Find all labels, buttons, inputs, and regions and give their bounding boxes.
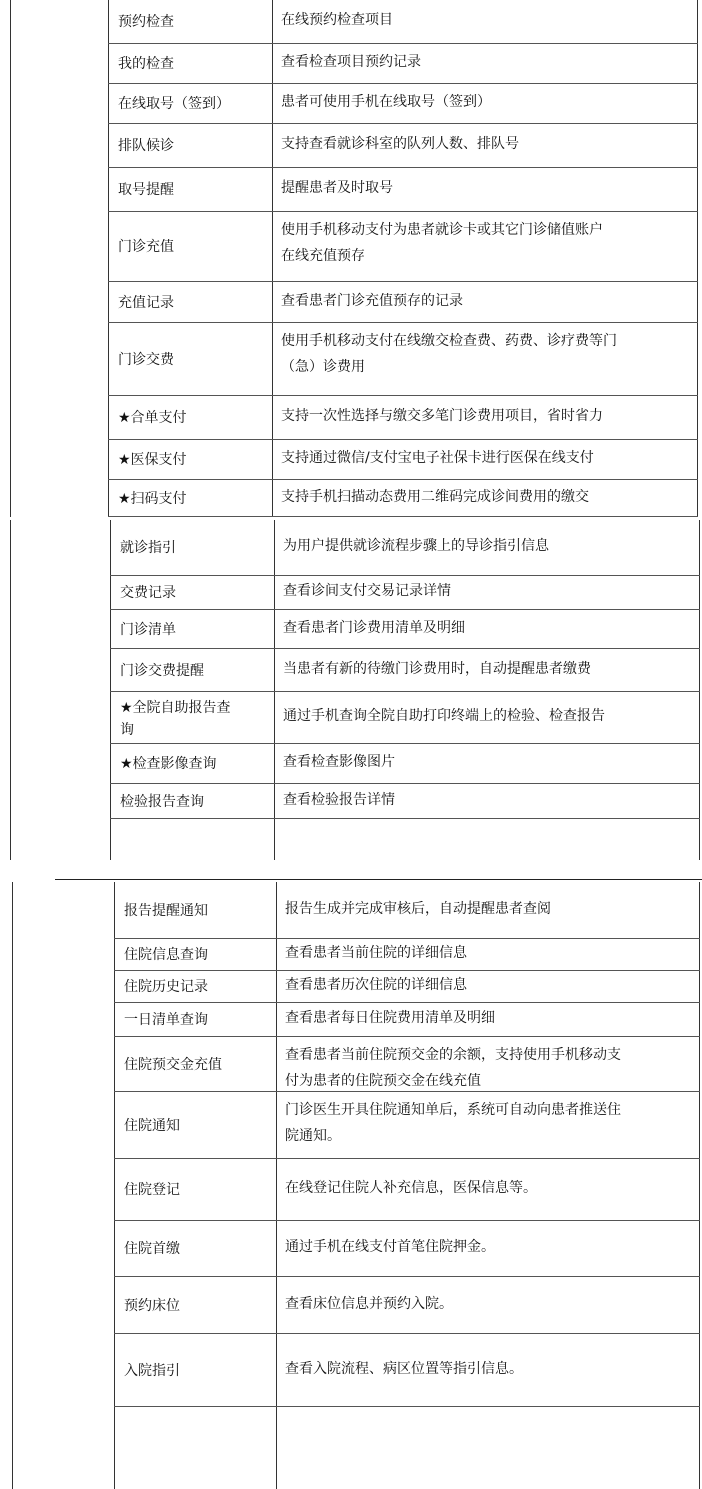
feature-description: 在线充值预存: [281, 248, 365, 264]
feature-description: 查看检查影像图片: [283, 754, 395, 770]
feature-name: 住院历史记录: [124, 979, 208, 995]
table-row: [114, 1277, 699, 1334]
table-row: [110, 649, 699, 692]
feature-description: 查看检查项目预约记录: [281, 54, 421, 70]
table-row: [108, 168, 697, 212]
feature-description: 查看入院流程、病区位置等指引信息。: [285, 1361, 523, 1377]
table-row: [108, 44, 697, 84]
feature-description: 使用手机移动支付在线缴交检查费、药费、诊疗费等门: [281, 333, 617, 349]
feature-name: 一日清单查询: [124, 1012, 208, 1028]
table-row: [108, 480, 697, 517]
feature-description: 查看患者当前住院的详细信息: [285, 945, 467, 961]
feature-name: ★扫码支付: [118, 491, 187, 507]
feature-description: 门诊医生开具住院通知单后，系统可自动向患者推送住: [285, 1102, 621, 1118]
feature-name: 报告提醒通知: [124, 903, 208, 919]
column-divider-right: [699, 882, 700, 1489]
feature-name: ★医保支付: [118, 452, 187, 468]
table-row: [114, 1159, 699, 1221]
row-divider: [110, 818, 700, 819]
feature-description: 支持通过微信/支付宝电子社保卡进行医保在线支付: [281, 450, 594, 466]
feature-name: ★检查影像查询: [120, 756, 217, 772]
feature-name: 预约床位: [124, 1298, 180, 1314]
feature-name: 取号提醒: [118, 182, 174, 198]
outer-border-line: [12, 882, 13, 1489]
feature-name: 排队候诊: [118, 138, 174, 154]
feature-description: 查看患者当前住院预交金的余额，支持使用手机移动支: [285, 1047, 621, 1063]
table-row: [114, 1037, 699, 1092]
row-divider: [108, 516, 698, 517]
feature-name: 住院预交金充值: [124, 1057, 222, 1073]
table-row: [108, 282, 697, 323]
feature-description: 查看诊间支付交易记录详情: [283, 583, 451, 599]
feature-description: 查看检验报告详情: [283, 792, 395, 808]
feature-description: 提醒患者及时取号: [281, 180, 393, 196]
table-row: [110, 692, 699, 744]
feature-description: 查看患者门诊充值预存的记录: [281, 293, 463, 309]
table-row: [108, 440, 697, 480]
outer-border-line: [10, 520, 11, 860]
table-row: [108, 124, 697, 168]
feature-description: 使用手机移动支付为患者就诊卡或其它门诊储值账户: [281, 222, 603, 238]
column-divider-right: [699, 520, 700, 860]
feature-name: 就诊指引: [120, 540, 176, 556]
feature-description: 通过手机在线支付首笔住院押金。: [285, 1239, 495, 1255]
feature-name: 住院通知: [124, 1118, 180, 1134]
feature-description: 查看患者历次住院的详细信息: [285, 977, 467, 993]
row-divider: [114, 1406, 700, 1407]
feature-description: 付为患者的住院预交金在线充值: [285, 1073, 481, 1089]
feature-description: 在线预约检查项目: [281, 12, 393, 28]
table-row: [108, 396, 697, 440]
feature-name: 我的检查: [118, 56, 174, 72]
feature-name: 检验报告查询: [120, 794, 204, 810]
feature-description: 支持手机扫描动态费用二维码完成诊间费用的缴交: [281, 489, 589, 505]
table-row: [108, 212, 697, 282]
table-row: [114, 882, 699, 939]
feature-description: 为用户提供就诊流程步骤上的导诊指引信息: [283, 538, 549, 554]
feature-description: 查看床位信息并预约入院。: [285, 1296, 453, 1312]
feature-name: 预约检查: [118, 14, 174, 30]
table-row: [110, 576, 699, 610]
table-row: [108, 84, 697, 124]
feature-description: 当患者有新的待缴门诊费用时，自动提醒患者缴费: [283, 661, 591, 677]
feature-description: 查看患者每日住院费用清单及明细: [285, 1010, 495, 1026]
feature-name: 门诊交费提醒: [120, 663, 204, 679]
feature-name: 交费记录: [120, 585, 176, 601]
section-divider: [55, 879, 702, 880]
feature-name: 门诊交费: [118, 352, 174, 368]
feature-name: 住院首缴: [124, 1241, 180, 1257]
table-row: [110, 610, 699, 649]
feature-description: （急）诊费用: [281, 359, 365, 375]
table-segment-outpatient: [0, 0, 702, 517]
feature-name: ★全院自助报告查: [120, 700, 231, 716]
feature-description: 患者可使用手机在线取号（签到）: [281, 94, 491, 110]
table-row: [110, 744, 699, 784]
table-row: [108, 0, 697, 44]
table-segment-reports: [0, 520, 702, 860]
table-row: [114, 1092, 699, 1159]
table-segment-inpatient: [0, 882, 702, 1489]
table-row: [114, 939, 699, 971]
table-row: [108, 323, 697, 396]
feature-name: 在线取号（签到）: [118, 96, 230, 112]
feature-description: 报告生成并完成审核后，自动提醒患者查阅: [285, 901, 551, 917]
table-row: [114, 1003, 699, 1037]
feature-description: 在线登记住院人补充信息，医保信息等。: [285, 1180, 537, 1196]
feature-description: 支持查看就诊科室的队列人数、排队号: [281, 136, 519, 152]
feature-description: 院通知。: [285, 1128, 341, 1144]
feature-name: 门诊清单: [120, 622, 176, 638]
outer-border-line: [10, 0, 11, 517]
feature-name: 询: [120, 722, 134, 738]
table-row: [110, 520, 699, 576]
feature-name: 入院指引: [124, 1363, 180, 1379]
feature-name: 充值记录: [118, 295, 174, 311]
table-row: [110, 784, 699, 819]
feature-description: 查看患者门诊费用清单及明细: [283, 620, 465, 636]
table-row: [114, 1221, 699, 1277]
table-row: [114, 971, 699, 1003]
feature-description: 支持一次性选择与缴交多笔门诊费用项目，省时省力: [281, 408, 603, 424]
feature-name: 住院信息查询: [124, 947, 208, 963]
feature-name: ★合单支付: [118, 410, 187, 426]
feature-name: 住院登记: [124, 1182, 180, 1198]
table-row: [114, 1334, 699, 1407]
feature-description: 通过手机查询全院自助打印终端上的检验、检查报告: [283, 708, 605, 724]
feature-name: 门诊充值: [118, 239, 174, 255]
